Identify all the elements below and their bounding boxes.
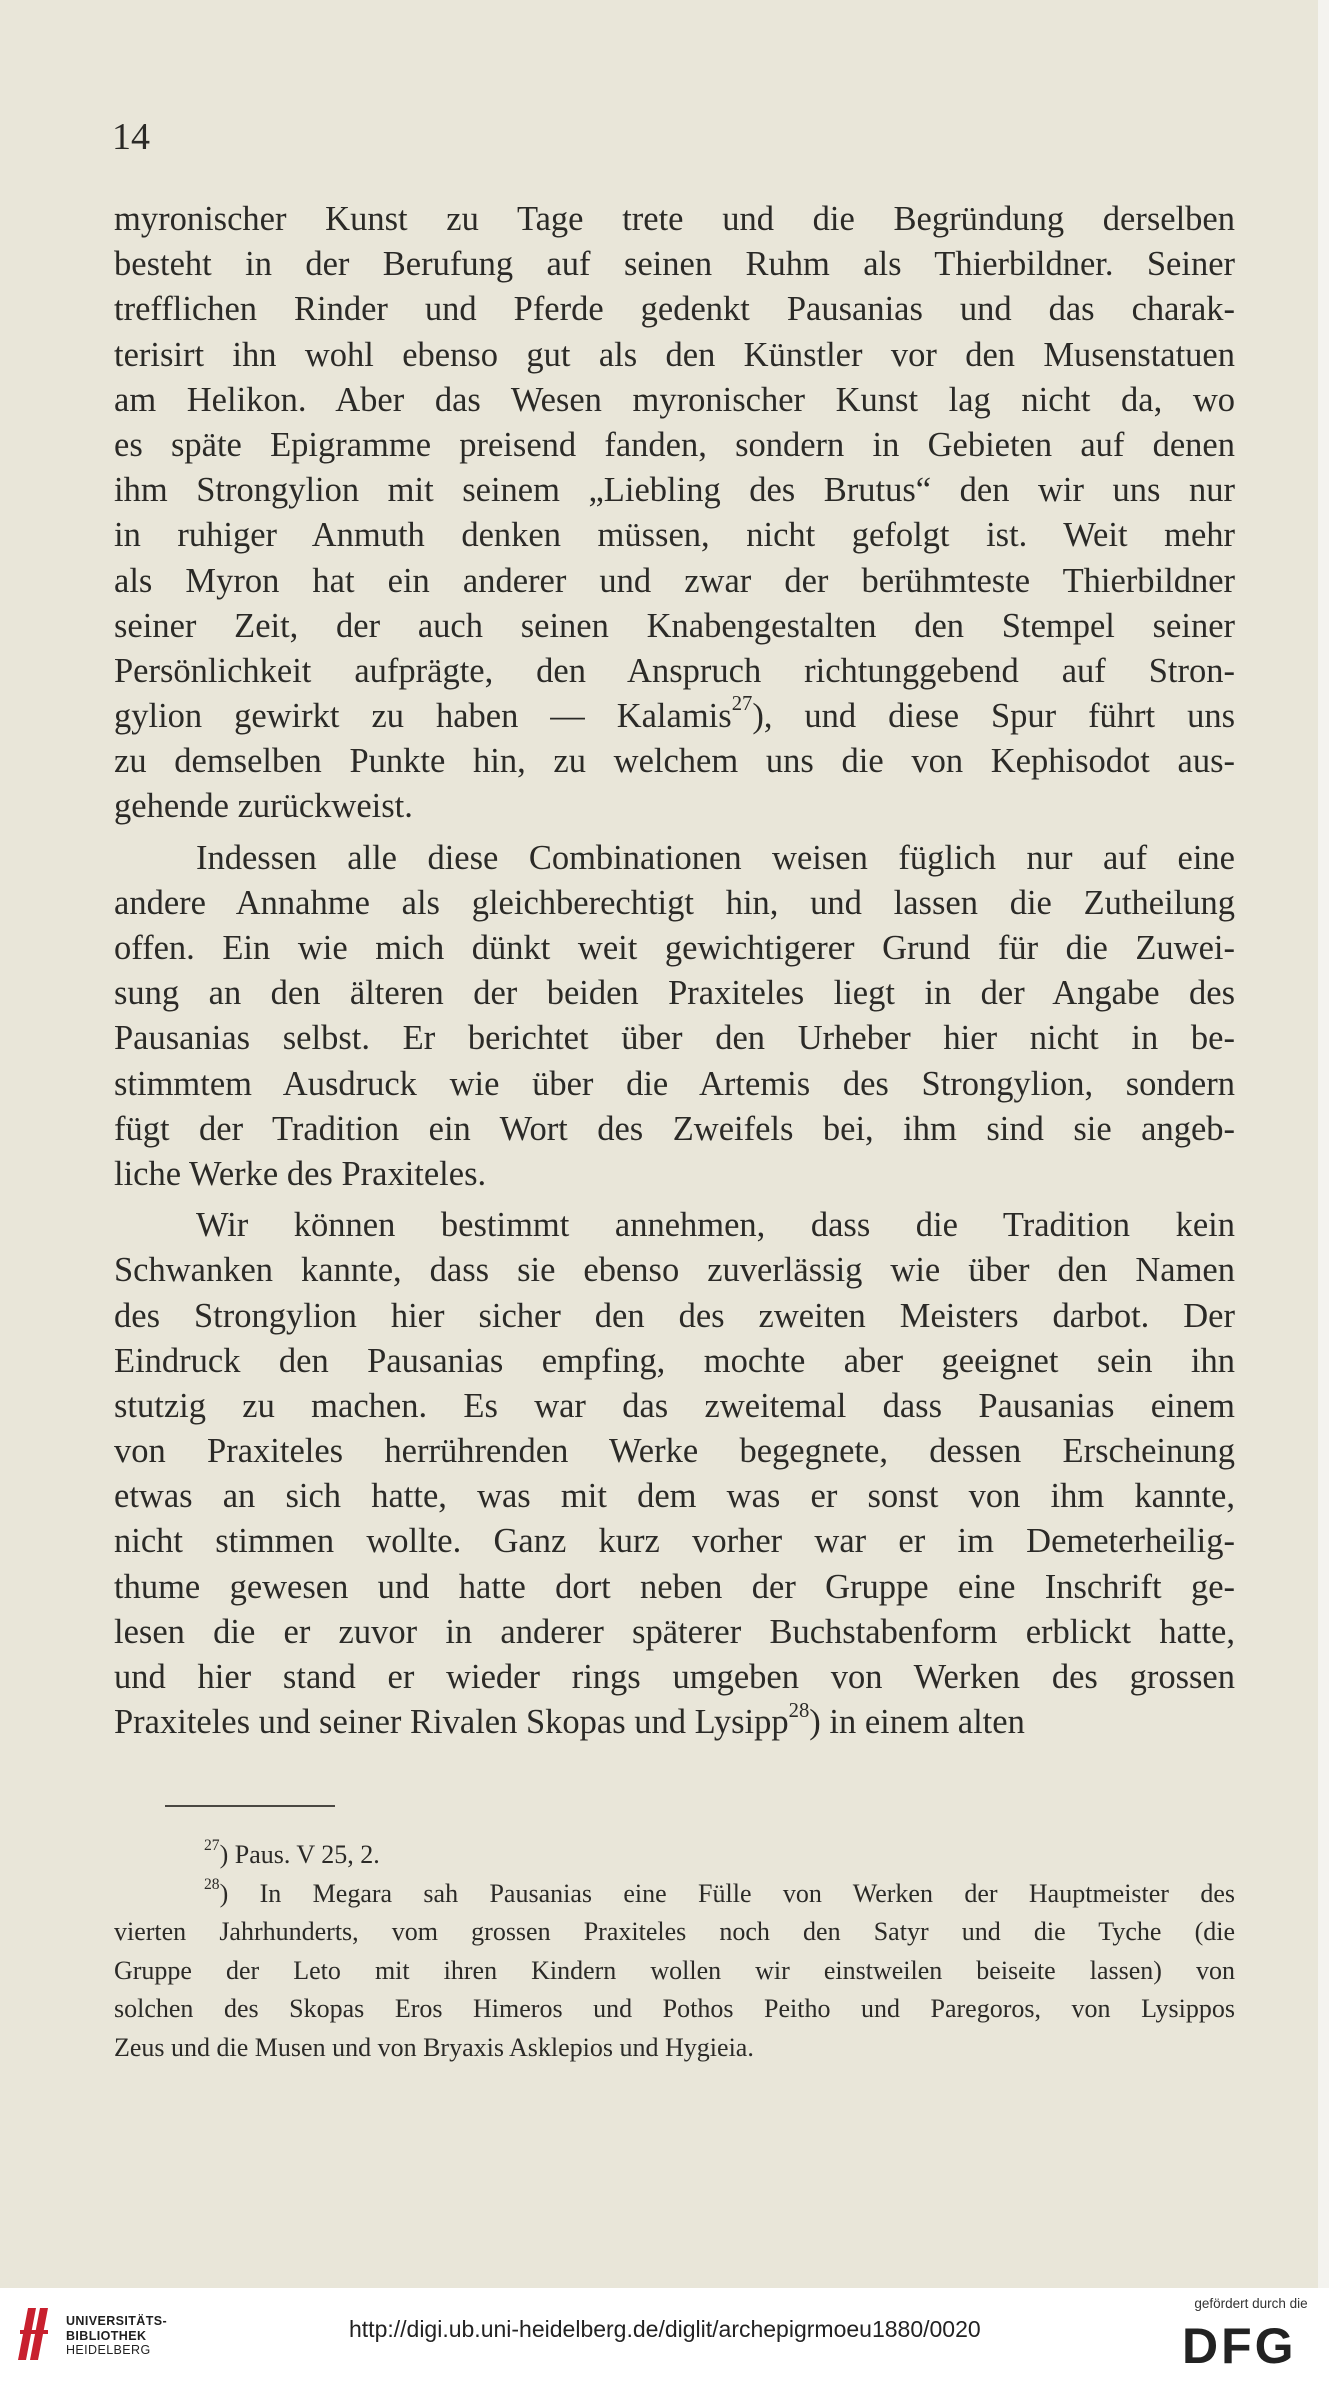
text-line: fügt der Tradition ein Wort des Zweifels bei, ihm sind sie angeb- <box>114 1109 1235 1148</box>
library-logo-icon <box>14 2302 54 2364</box>
text-line: besteht in der Berufung auf seinen Ruhm als Thierbildner. Seiner <box>114 245 1235 284</box>
library-name <box>66 2314 167 2358</box>
text-line: von Praxiteles herrührenden Werke begegnete, dessen Erscheinung <box>114 1432 1235 1471</box>
text-line: und hier stand er wieder rings umgeben von Werken des grossen <box>114 1658 1235 1696</box>
text-line: Indessen alle diese Combinationen weisen füglich nur auf eine <box>196 838 1235 877</box>
text-line: andere Annahme als gleichberechtigt hin, und lassen die Zutheilung <box>114 883 1235 922</box>
text-line: zu demselben Punkte hin, zu welchem uns die von Kephisodot aus- <box>114 742 1235 781</box>
text-line: stutzig zu machen. Es war das zweitemal dass Pausanias einem <box>114 1386 1235 1425</box>
footnote-separator <box>165 1805 335 1807</box>
page-edge <box>1318 0 1329 2288</box>
footnote-line: Gruppe der Leto mit ihren Kindern wollen wir einstweilen beiseite lassen) von <box>114 1955 1235 1985</box>
text-line: seiner Zeit, der auch seinen Knabengestalten den Stempel seiner <box>114 606 1235 645</box>
footnote-line: $^{28}$) In Megara sah Pausanias eine Fülle von Werken der Hauptmeister des <box>204 1875 1235 1908</box>
text-line: als Myron hat ein anderer und zwar der berühmteste Thierbildner <box>114 561 1235 600</box>
text-line: myronischer Kunst zu Tage trete und die Begründung derselben <box>114 200 1235 238</box>
text-line: am Helikon. Aber das Wesen myronischer Kunst lag nicht da, wo <box>114 380 1235 419</box>
footnote-line: Zeus und die Musen und von Bryaxis Asklepios und Hygieia. <box>114 2032 754 2062</box>
page-number: 14 <box>112 116 150 158</box>
footnote-line: $^{27}$) Paus. V 25, 2. <box>204 1837 380 1869</box>
footnote-line: solchen des Skopas Eros Himeros und Pothos Peitho und Paregoros, von Lysippos <box>114 1994 1235 2024</box>
text-line: ihm Strongylion mit seinem „Liebling des Brutus“ den wir uns nur <box>114 471 1235 510</box>
text-line: etwas an sich hatte, was mit dem was er sonst von ihm kannte, <box>114 1477 1235 1516</box>
funded-by-label: gefördert durch die <box>1194 2296 1308 2311</box>
text-line: gylion gewirkt zu haben — Kalamis$^{27}$), und diese Spur führt uns <box>114 693 1236 736</box>
text-line: stimmtem Ausdruck wie über die Artemis des Strongylion, sondern <box>114 1064 1235 1103</box>
text-line: terisirt ihn wohl ebenso gut als den Künstler vor den Musenstatuen <box>114 335 1235 374</box>
footnotes <box>114 1836 1235 2068</box>
text-line: trefflichen Rinder und Pferde gedenkt Pausanias und das charak- <box>114 290 1235 329</box>
text-line: offen. Ein wie mich dünkt weit gewichtigerer Grund für die Zuwei- <box>114 929 1235 967</box>
text-line: Persönlichkeit aufprägte, den Anspruch richtunggebend auf Stron- <box>114 651 1235 690</box>
text-line: des Strongylion hier sicher den des zweiten Meisters darbot. Der <box>114 1296 1235 1335</box>
library-line-3: HEIDELBERG <box>66 2343 151 2357</box>
footnote-line: vierten Jahrhunderts, vom grossen Praxiteles noch den Satyr und die Tyche (die <box>114 1917 1235 1947</box>
text-line: Schwanken kannte, dass sie ebenso zuverlässig wie über den Namen <box>114 1251 1235 1290</box>
text-line: thume gewesen und hatte dort neben der Gruppe eine Inschrift ge- <box>114 1567 1235 1606</box>
text-line: es späte Epigramme preisend fanden, sondern in Gebieten auf denen <box>114 425 1235 464</box>
library-line-1: UNIVERSITÄTS- <box>66 2314 168 2328</box>
permalink-url[interactable]: http://digi.ub.uni-heidelberg.de/diglit/archepigrmoeu1880/0020 <box>349 2316 981 2342</box>
text-line: liche Werke des Praxiteles. <box>114 1154 487 1193</box>
text-line: nicht stimmen wollte. Ganz kurz vorher war er im Demeterheilig- <box>114 1522 1235 1561</box>
dfg-logo: DFG <box>1182 2318 1297 2374</box>
text-line: Wir können bestimmt annehmen, dass die Tradition kein <box>196 1206 1235 1245</box>
text-line: sung an den älteren der beiden Praxiteles liegt in der Angabe des <box>114 974 1235 1013</box>
text-line: in ruhiger Anmuth denken müssen, nicht gefolgt ist. Weit mehr <box>114 516 1235 555</box>
text-line: lesen die er zuvor in anderer späterer Buchstabenform erblickt hatte, <box>114 1612 1235 1651</box>
text-line: Praxiteles und seiner Rivalen Skopas und Lysipp$^{28}$) in einem alten <box>114 1699 1025 1742</box>
body-text <box>114 197 1235 1745</box>
text-line: Eindruck den Pausanias empfing, mochte aber geeignet sein ihn <box>114 1341 1235 1380</box>
text-line: Pausanias selbst. Er berichtet über den Urheber hier nicht in be- <box>114 1019 1235 1058</box>
library-line-2: BIBLIOTHEK <box>66 2328 147 2343</box>
text-line: gehende zurückweist. <box>114 787 413 826</box>
